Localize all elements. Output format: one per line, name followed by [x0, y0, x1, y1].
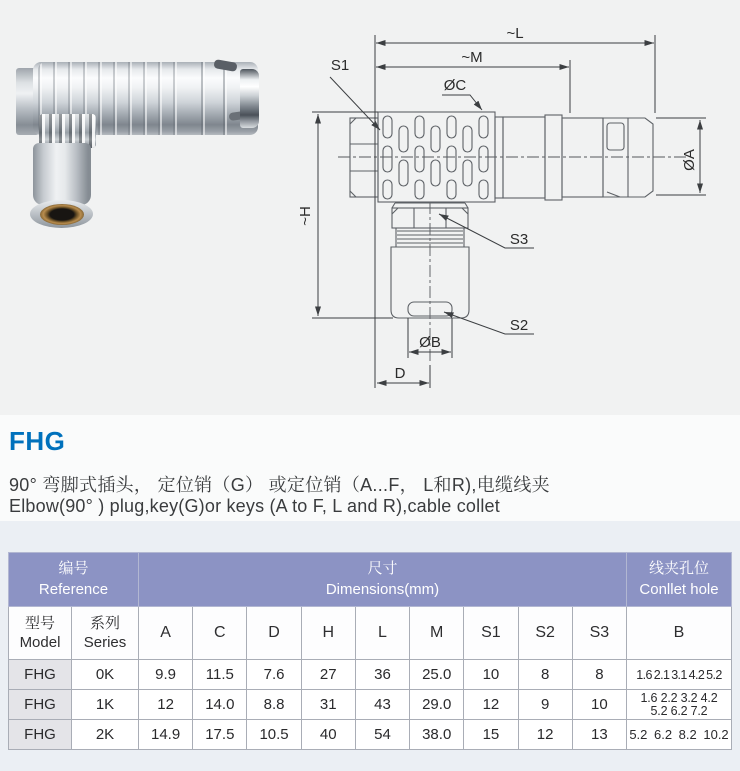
cell-m: 38.0: [410, 720, 464, 750]
header-reference-zh: 编号: [58, 560, 89, 578]
cell-s1: 15: [464, 720, 518, 750]
header-dimensions: [139, 553, 627, 607]
subheader-model: 型号 Model: [9, 607, 72, 660]
dim-label-s2: S2: [509, 317, 529, 334]
header-collet: [627, 553, 732, 607]
cell-model: FHG: [9, 690, 72, 720]
subheader-a: A: [139, 607, 193, 660]
subheader-s2: S2: [518, 607, 572, 660]
cell-m: 29.0: [410, 690, 464, 720]
cell-a: 12: [139, 690, 193, 720]
subheader-series: 系列 Series: [72, 607, 139, 660]
cell-h: 27: [301, 660, 355, 690]
cell-d: 7.6: [247, 660, 301, 690]
table-row: [9, 690, 732, 720]
dim-label-l: ~L: [506, 25, 524, 42]
subheader-d: D: [247, 607, 301, 660]
header-collet-zh: 线夹孔位: [648, 560, 709, 578]
dim-label-a: ØA: [681, 149, 698, 171]
subheader-s3: S3: [572, 607, 626, 660]
subheader-c: C: [193, 607, 247, 660]
dim-label-d: D: [394, 365, 406, 382]
cell-s3: 8: [572, 660, 626, 690]
dim-label-s3: S3: [509, 231, 529, 248]
subheader-h: H: [301, 607, 355, 660]
cell-model: FHG: [9, 660, 72, 690]
table-row: [9, 660, 732, 690]
dim-label-h: ~H: [297, 206, 314, 226]
cell-s2: 12: [518, 720, 572, 750]
dimension-lines: [312, 35, 706, 388]
dim-label-b: ØB: [419, 334, 441, 351]
cell-series: 0K: [72, 660, 139, 690]
cell-s3: 13: [572, 720, 626, 750]
cell-h: 31: [301, 690, 355, 720]
page-title: FHG: [9, 426, 66, 456]
cell-series: 2K: [72, 720, 139, 750]
cell-c: 14.0: [193, 690, 247, 720]
cell-c: 17.5: [193, 720, 247, 750]
cell-d: 10.5: [247, 720, 301, 750]
cell-l: 43: [355, 690, 409, 720]
subheader-b: B: [627, 607, 732, 660]
header-reference-en: Reference: [38, 580, 109, 598]
header-dimensions-en: Dimensions(mm): [325, 580, 440, 598]
table-subheader-row: [9, 607, 732, 660]
dimensions-table: [8, 552, 732, 750]
subheader-m: M: [410, 607, 464, 660]
photo-front-ring: [240, 69, 259, 128]
product-photo: [8, 50, 288, 240]
cell-s2: 9: [518, 690, 572, 720]
photo-collet-opening: [40, 204, 84, 225]
subheader-l: L: [355, 607, 409, 660]
table-row: [9, 720, 732, 750]
cell-model: FHG: [9, 720, 72, 750]
cell-b-line1: 1.6 2.2 3.2 4.2: [640, 690, 718, 705]
knurl-slots: [383, 116, 488, 199]
cell-b-line2: 5.2 6.2 7.2: [650, 703, 708, 718]
subheader-s1: S1: [464, 607, 518, 660]
dim-label-s1: S1: [330, 57, 350, 74]
technical-drawing: [290, 20, 740, 410]
cell-m: 25.0: [410, 660, 464, 690]
table-group-header-row: [9, 553, 732, 607]
description-zh: 90° 弯脚式插头， 定位销（G） 或定位销（A...F， L和R),电缆线夹: [9, 475, 550, 495]
cell-h: 40: [301, 720, 355, 750]
dim-label-m: ~M: [461, 49, 483, 66]
cell-series: 1K: [72, 690, 139, 720]
photo-barrel-grooves: [183, 62, 243, 135]
cell-b: 1.6 2.1 3.1 4.2 5.2: [627, 660, 732, 690]
cell-b: [627, 690, 732, 720]
dimension-labels: [297, 25, 698, 382]
header-collet-en: Conllet hole: [639, 580, 719, 598]
cell-a: 14.9: [139, 720, 193, 750]
description-en: Elbow(90° ) plug,key(G)or keys (A to F, L and R),cable collet: [9, 496, 500, 516]
cell-b: 5.2 6.2 8.2 10.2: [627, 720, 732, 750]
cell-c: 11.5: [193, 660, 247, 690]
cell-s1: 10: [464, 660, 518, 690]
photo-elbow-body: [33, 143, 91, 205]
cell-s3: 10: [572, 690, 626, 720]
dim-label-c: ØC: [443, 77, 467, 94]
cell-s1: 12: [464, 690, 518, 720]
cell-l: 54: [355, 720, 409, 750]
header-reference: [9, 553, 139, 607]
cell-a: 9.9: [139, 660, 193, 690]
cell-d: 8.8: [247, 690, 301, 720]
cell-l: 36: [355, 660, 409, 690]
header-dimensions-zh: 尺寸: [367, 560, 398, 578]
cell-s2: 8: [518, 660, 572, 690]
